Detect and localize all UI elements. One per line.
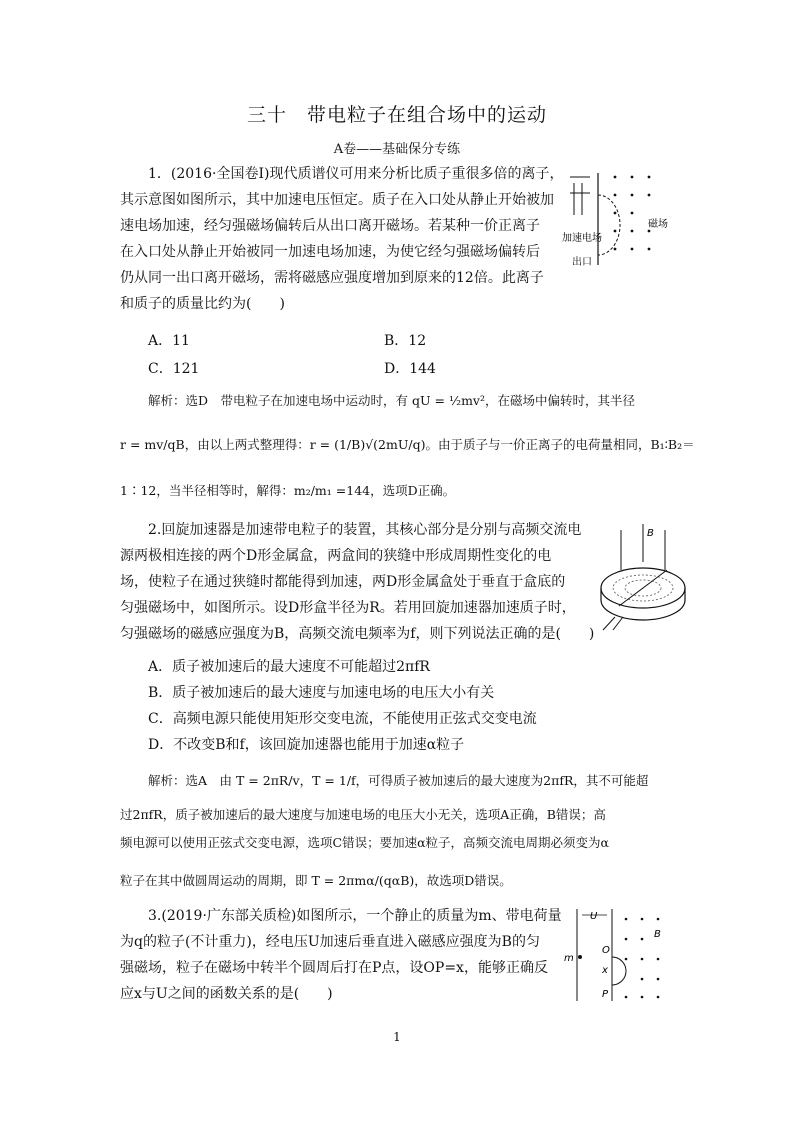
q1-analysis-line: r = mv/qB，由以上两式整理得：r = (1/B)√(2mU/q)。由于质子与一价正离子的电荷量相同，B₁∶B₂＝ [120, 437, 695, 452]
q1-line: 和质子的质量比约为( ) [120, 296, 285, 312]
q2-option-c: C．高频电源只能使用矩形交变电流，不能使用正弦式交变电流 [148, 711, 537, 727]
q2-line: 2.回旋加速器是加速带电粒子的装置，其核心部分是分别与高频交流电 [148, 522, 582, 538]
q3-line: 为q的粒子(不计重力)，经电压U加速后垂直进入磁感应强度为B的匀 [120, 934, 540, 950]
q2-option-a: A．质子被加速后的最大速度不可能超过2πfR [148, 659, 430, 675]
mass-label: m [564, 953, 574, 964]
q2-line: 源两极相连接的两个D形金属盒，两盒间的狭缝中形成周期性变化的电 [120, 548, 552, 564]
point-label: P [602, 989, 609, 1000]
cyclotron-figure [595, 522, 695, 632]
q2-analysis-line: 过2πfR，质子被加速后的最大速度与加速电场的电压大小无关，选项A正确，B错误；高 [120, 807, 606, 822]
exit-label: 出口 [572, 257, 592, 268]
q1-option-d: D．144 [384, 361, 436, 377]
q1-option-c: C．121 [148, 361, 200, 377]
q3-line: 应x与U之间的函数关系的是( ) [120, 986, 333, 1002]
q3-line: 强磁场，粒子在磁场中转半个圆周后打在P点，设OP=x，能够正确反 [120, 960, 548, 976]
q2-option-b: B．质子被加速后的最大速度与加速电场的电压大小有关 [148, 685, 495, 701]
origin-label: O [602, 945, 610, 956]
mass-spectrometer-figure [560, 165, 680, 275]
q1-option-a: A．11 [148, 333, 190, 349]
q1-option-b: B．12 [384, 333, 427, 349]
accel-label: 加速电场 [562, 233, 602, 244]
q1-line: 1．(2016·全国卷Ⅰ)现代质谱仪可用来分析比质子重很多倍的离子， [148, 166, 564, 182]
q3-line: 3.(2019·广东部关质检)如图所示，一个静止的质量为m、带电荷量 [148, 908, 562, 924]
q2-analysis-line: 解析：选A 由 T = 2πR/v，T = 1/f，可得质子被加速后的最大速度为2πfR，其不可能超 [148, 773, 649, 788]
q1-line: 其示意图如图所示，其中加速电压恒定。质子在入口处从静止开始被加 [120, 192, 554, 208]
distance-label: x [602, 965, 608, 976]
q2-option-d: D．不改变B和f，该回旋加速器也能用于加速α粒子 [148, 737, 465, 753]
q2-line: 场，使粒子在通过狭缝时都能得到加速，两D形金属盒处于垂直于盒底的 [120, 574, 566, 590]
q1-line: 速电场加速，经匀强磁场偏转后从出口离开磁场。若某种一价正离子 [120, 218, 540, 234]
field-label: 磁场 [648, 219, 668, 230]
q1-line: 仍从同一出口离开磁场，需将磁感应强度增加到原来的12倍。此离子 [120, 270, 544, 286]
section-subtitle: A卷——基础保分专练 [333, 142, 461, 157]
q1-line: 在入口处从静止开始被同一加速电场加速，为使它经匀强磁场偏转后 [120, 244, 540, 260]
q1-analysis-line: 1∶12，当半径相等时，解得：m₂/m₁ =144，选项D正确。 [120, 483, 456, 498]
q2-analysis-line: 粒子在其中做圆周运动的周期，即 T = 2πmα/(qαB)，故选项D错误。 [120, 873, 512, 888]
q2-analysis-line: 频电源可以使用正弦式交变电源，选项C错误；要加速α粒子，高频交流电周期必须变为α [120, 835, 609, 850]
q2-line: 匀强磁场中，如图所示。设D形盒半径为R。若用回旋加速器加速质子时， [120, 600, 576, 616]
q1-analysis-line: 解析：选D 带电粒子在加速电场中运动时，有 qU = ½mv²，在磁场中偏转时，其半径 [148, 393, 635, 408]
particle-field-figure [562, 905, 692, 1005]
page-title: 三十 带电粒子在组合场中的运动 [246, 104, 547, 126]
field-label: B [654, 929, 661, 940]
page-number: 1 [393, 1030, 401, 1044]
voltage-label: U [590, 911, 598, 922]
field-label: B [647, 528, 654, 539]
q2-line: 匀强磁场的磁感应强度为B，高频交流电频率为f，则下列说法正确的是( ) [120, 626, 595, 642]
